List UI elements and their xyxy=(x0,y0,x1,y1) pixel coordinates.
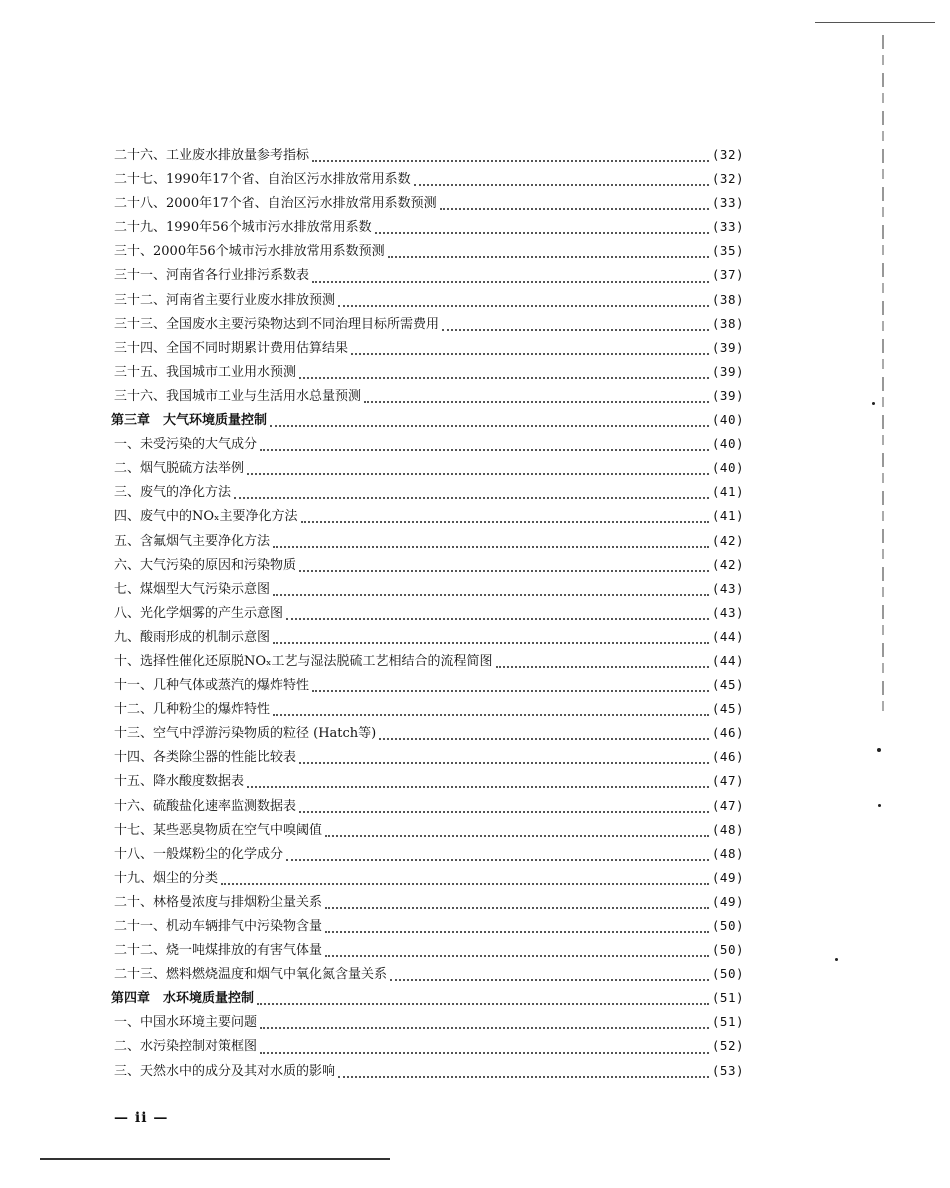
scan-artifact-bottom-line xyxy=(40,1158,390,1160)
dot-leader xyxy=(379,730,709,740)
toc-entry-page: (42) xyxy=(711,532,744,548)
toc-entry-title: 六、大气污染的原因和污染物质 xyxy=(114,557,297,573)
toc-entry[interactable] xyxy=(114,504,744,528)
toc-entry-page: (44) xyxy=(711,652,744,668)
toc-entry[interactable] xyxy=(114,721,744,745)
dot-leader xyxy=(364,393,709,403)
toc-entry[interactable] xyxy=(114,745,744,769)
scan-speck xyxy=(878,804,881,807)
toc-entry-title: 九、酸雨形成的机制示意图 xyxy=(114,629,271,645)
dot-leader xyxy=(390,971,709,981)
toc-entry-page: (49) xyxy=(711,893,744,909)
toc-entry[interactable] xyxy=(114,649,744,673)
toc-entry-page: (46) xyxy=(711,725,744,741)
toc-entry[interactable] xyxy=(114,529,744,553)
toc-entry-title: 一、中国水环境主要问题 xyxy=(114,1015,258,1031)
toc-entry[interactable] xyxy=(114,263,744,287)
toc-entry[interactable] xyxy=(114,938,744,962)
toc-entry-title: 三十五、我国城市工业用水预测 xyxy=(114,364,297,380)
toc-entry-title: 三、废气的净化方法 xyxy=(114,485,232,501)
toc-entry[interactable] xyxy=(114,1034,744,1058)
toc-entry[interactable] xyxy=(114,769,744,793)
dot-leader xyxy=(273,586,709,596)
toc-entry-page: (41) xyxy=(711,508,744,524)
toc-entry-title: 十四、各类除尘器的性能比较表 xyxy=(114,750,297,766)
toc-entry-page: (51) xyxy=(711,1014,744,1030)
toc-entry-page: (50) xyxy=(711,942,744,958)
toc-chapter-row[interactable] xyxy=(111,986,744,1010)
dot-leader xyxy=(414,176,709,186)
toc-entry-page: (40) xyxy=(711,436,744,452)
toc-entry-title: 八、光化学烟雾的产生示意图 xyxy=(114,605,284,621)
dot-leader xyxy=(247,465,709,475)
dot-leader xyxy=(325,947,709,957)
toc-entry[interactable] xyxy=(114,288,744,312)
toc-entry-page: (53) xyxy=(711,1062,744,1078)
toc-entry-title: 三十六、我国城市工业与生活用水总量预测 xyxy=(114,388,362,404)
toc-entry[interactable] xyxy=(114,360,744,384)
toc-entry-page: (39) xyxy=(711,387,744,403)
toc-entry-title: 二十一、机动车辆排气中污染物含量 xyxy=(114,919,323,934)
dot-leader xyxy=(312,152,709,162)
toc-entry-title: 三、天然水中的成分及其对水质的影响 xyxy=(114,1063,336,1079)
toc-entry[interactable] xyxy=(114,794,744,818)
toc-entry[interactable] xyxy=(114,553,744,577)
toc-entry-page: (33) xyxy=(711,195,744,211)
toc-entry-title: 三十四、全国不同时期累计费用估算结果 xyxy=(114,340,349,356)
toc-entry-page: (47) xyxy=(711,797,744,813)
toc-entry-title: 十二、几种粉尘的爆炸特性 xyxy=(114,702,271,718)
toc-entry[interactable] xyxy=(114,625,744,649)
toc-entry-title: 十六、硫酸盐化速率监测数据表 xyxy=(114,798,297,814)
toc-entry[interactable] xyxy=(114,239,744,263)
toc-entry-title: 十三、空气中浮游污染物质的粒径 (Hatch等) xyxy=(114,726,377,742)
toc-entry-page: (44) xyxy=(711,628,744,644)
toc-entry[interactable] xyxy=(114,914,744,938)
dot-leader xyxy=(273,706,709,716)
toc-entry-title: 三十三、全国废水主要污染物达到不同治理目标所需费用 xyxy=(114,316,440,332)
dot-leader xyxy=(257,995,709,1005)
toc-entry-page: (38) xyxy=(711,315,744,331)
toc-entry-page: (33) xyxy=(711,219,744,235)
dot-leader xyxy=(221,875,709,885)
scan-speck xyxy=(877,748,881,752)
toc-entry[interactable] xyxy=(114,673,744,697)
toc-entry-page: (51) xyxy=(711,990,744,1006)
toc-entry[interactable] xyxy=(114,962,744,986)
toc-entry-page: (48) xyxy=(711,821,744,837)
toc-entry-title: 二十八、2000年17个省、自治区污水排放常用系数预测 xyxy=(114,196,437,212)
toc-entry-title: 十五、降水酸度数据表 xyxy=(114,774,245,790)
toc-entry[interactable] xyxy=(114,818,744,842)
toc-entry-page: (46) xyxy=(711,749,744,765)
toc-entry-page: (40) xyxy=(711,460,744,476)
toc-entry-page: (50) xyxy=(711,966,744,982)
dot-leader xyxy=(270,417,709,427)
toc-entry-title: 三十一、河南省各行业排污系数表 xyxy=(114,268,310,284)
toc-entry-page: (42) xyxy=(711,556,744,572)
toc-entry[interactable] xyxy=(114,312,744,336)
toc-entry-page: (32) xyxy=(711,147,744,162)
toc-entry-page: (52) xyxy=(711,1038,744,1054)
table-of-contents xyxy=(111,143,744,1083)
toc-entry[interactable] xyxy=(114,432,744,456)
toc-entry[interactable] xyxy=(114,1010,744,1034)
toc-entry-page: (40) xyxy=(711,412,744,428)
toc-entry-title: 七、煤烟型大气污染示意图 xyxy=(114,581,271,597)
dot-leader xyxy=(273,538,709,548)
dot-leader xyxy=(299,369,709,379)
dot-leader xyxy=(247,778,709,788)
dot-leader xyxy=(299,754,709,764)
toc-entry-page: (50) xyxy=(711,918,744,933)
dot-leader xyxy=(325,923,709,933)
dot-leader xyxy=(440,200,709,210)
dot-leader xyxy=(286,851,709,861)
toc-entry-page: (32) xyxy=(711,171,744,187)
dot-leader xyxy=(312,682,709,692)
toc-entry-page: (35) xyxy=(711,243,744,259)
dot-leader xyxy=(234,489,709,499)
toc-entry[interactable] xyxy=(114,866,744,890)
toc-entry-title: 第四章 水环境质量控制 xyxy=(111,991,255,1007)
toc-entry[interactable] xyxy=(114,215,744,239)
toc-entry-title: 十一、几种气体或蒸汽的爆炸特性 xyxy=(114,678,310,694)
toc-entry[interactable] xyxy=(114,480,744,504)
toc-entry-title: 五、含氟烟气主要净化方法 xyxy=(114,533,271,549)
dot-leader xyxy=(496,658,709,668)
toc-chapter-row[interactable] xyxy=(111,408,744,432)
toc-entry[interactable] xyxy=(114,191,744,215)
toc-entry-page: (38) xyxy=(711,291,744,307)
toc-entry[interactable] xyxy=(114,384,744,408)
scan-artifact-line xyxy=(815,22,935,23)
dot-leader xyxy=(351,345,709,355)
toc-entry-title: 二十九、1990年56个城市污水排放常用系数 xyxy=(114,220,372,236)
dot-leader xyxy=(299,803,709,813)
dot-leader xyxy=(301,513,709,523)
toc-entry-title: 十、选择性催化还原脱NOₓ工艺与湿法脱硫工艺相结合的流程简图 xyxy=(114,653,493,669)
toc-entry-title: 二、水污染控制对策框图 xyxy=(114,1039,258,1055)
toc-entry-title: 二、烟气脱硫方法举例 xyxy=(114,461,245,477)
dot-leader xyxy=(273,634,709,644)
page-number: — ii — xyxy=(114,1110,169,1126)
toc-entry[interactable] xyxy=(114,697,744,721)
toc-entry-title: 一、未受污染的大气成分 xyxy=(114,437,258,453)
dot-leader xyxy=(260,441,709,451)
toc-entry-page: (47) xyxy=(711,773,744,789)
toc-entry-title: 十八、一般煤粉尘的化学成分 xyxy=(114,846,284,862)
dot-leader xyxy=(442,321,709,331)
toc-entry[interactable] xyxy=(114,577,744,601)
toc-entry[interactable] xyxy=(114,456,744,480)
toc-entry-page: (41) xyxy=(711,484,744,500)
toc-entry-title: 二十三、燃料燃烧温度和烟气中氧化氮含量关系 xyxy=(114,967,388,983)
dot-leader xyxy=(260,1019,709,1029)
dot-leader xyxy=(312,273,709,283)
toc-entry-page: (37) xyxy=(711,267,744,283)
toc-entry-page: (39) xyxy=(711,339,744,355)
dot-leader xyxy=(299,562,709,572)
scan-artifact-edge xyxy=(882,35,884,715)
toc-entry-title: 十七、某些恶臭物质在空气中嗅阈值 xyxy=(114,822,323,838)
dot-leader xyxy=(325,827,709,837)
dot-leader xyxy=(375,224,709,234)
toc-entry-title: 四、废气中的NOₓ主要净化方法 xyxy=(114,509,298,525)
toc-entry-title: 二十、林格曼浓度与排烟粉尘量关系 xyxy=(114,894,323,910)
toc-entry[interactable] xyxy=(114,1059,744,1083)
toc-entry[interactable] xyxy=(114,890,744,914)
toc-entry-page: (43) xyxy=(711,580,744,596)
toc-entry[interactable] xyxy=(114,143,744,167)
toc-entry[interactable] xyxy=(114,167,744,191)
toc-entry-title: 十九、烟尘的分类 xyxy=(114,870,219,886)
dot-leader xyxy=(325,899,709,909)
toc-entry[interactable] xyxy=(114,842,744,866)
toc-entry-title: 二十七、1990年17个省、自治区污水排放常用系数 xyxy=(114,172,411,188)
dot-leader xyxy=(388,248,709,258)
toc-entry-title: 二十二、烧一吨煤排放的有害气体量 xyxy=(114,943,323,959)
scan-speck xyxy=(835,958,838,961)
toc-entry-page: (45) xyxy=(711,677,744,693)
toc-entry-page: (43) xyxy=(711,604,744,620)
toc-entry[interactable] xyxy=(114,336,744,360)
toc-entry[interactable] xyxy=(114,601,744,625)
toc-entry-page: (49) xyxy=(711,869,744,885)
toc-entry-page: (39) xyxy=(711,363,744,379)
dot-leader xyxy=(260,1044,709,1054)
toc-entry-title: 三十二、河南省主要行业废水排放预测 xyxy=(114,292,336,308)
dot-leader xyxy=(338,297,709,307)
dot-leader xyxy=(338,1068,709,1078)
toc-entry-title: 三十、2000年56个城市污水排放常用系数预测 xyxy=(114,244,385,260)
scan-speck xyxy=(872,402,875,405)
dot-leader xyxy=(286,610,709,620)
toc-entry-page: (48) xyxy=(711,845,744,861)
toc-entry-title: 第三章 大气环境质量控制 xyxy=(111,413,268,429)
toc-entry-page: (45) xyxy=(711,701,744,717)
toc-entry-title: 二十六、工业废水排放量参考指标 xyxy=(114,148,310,163)
